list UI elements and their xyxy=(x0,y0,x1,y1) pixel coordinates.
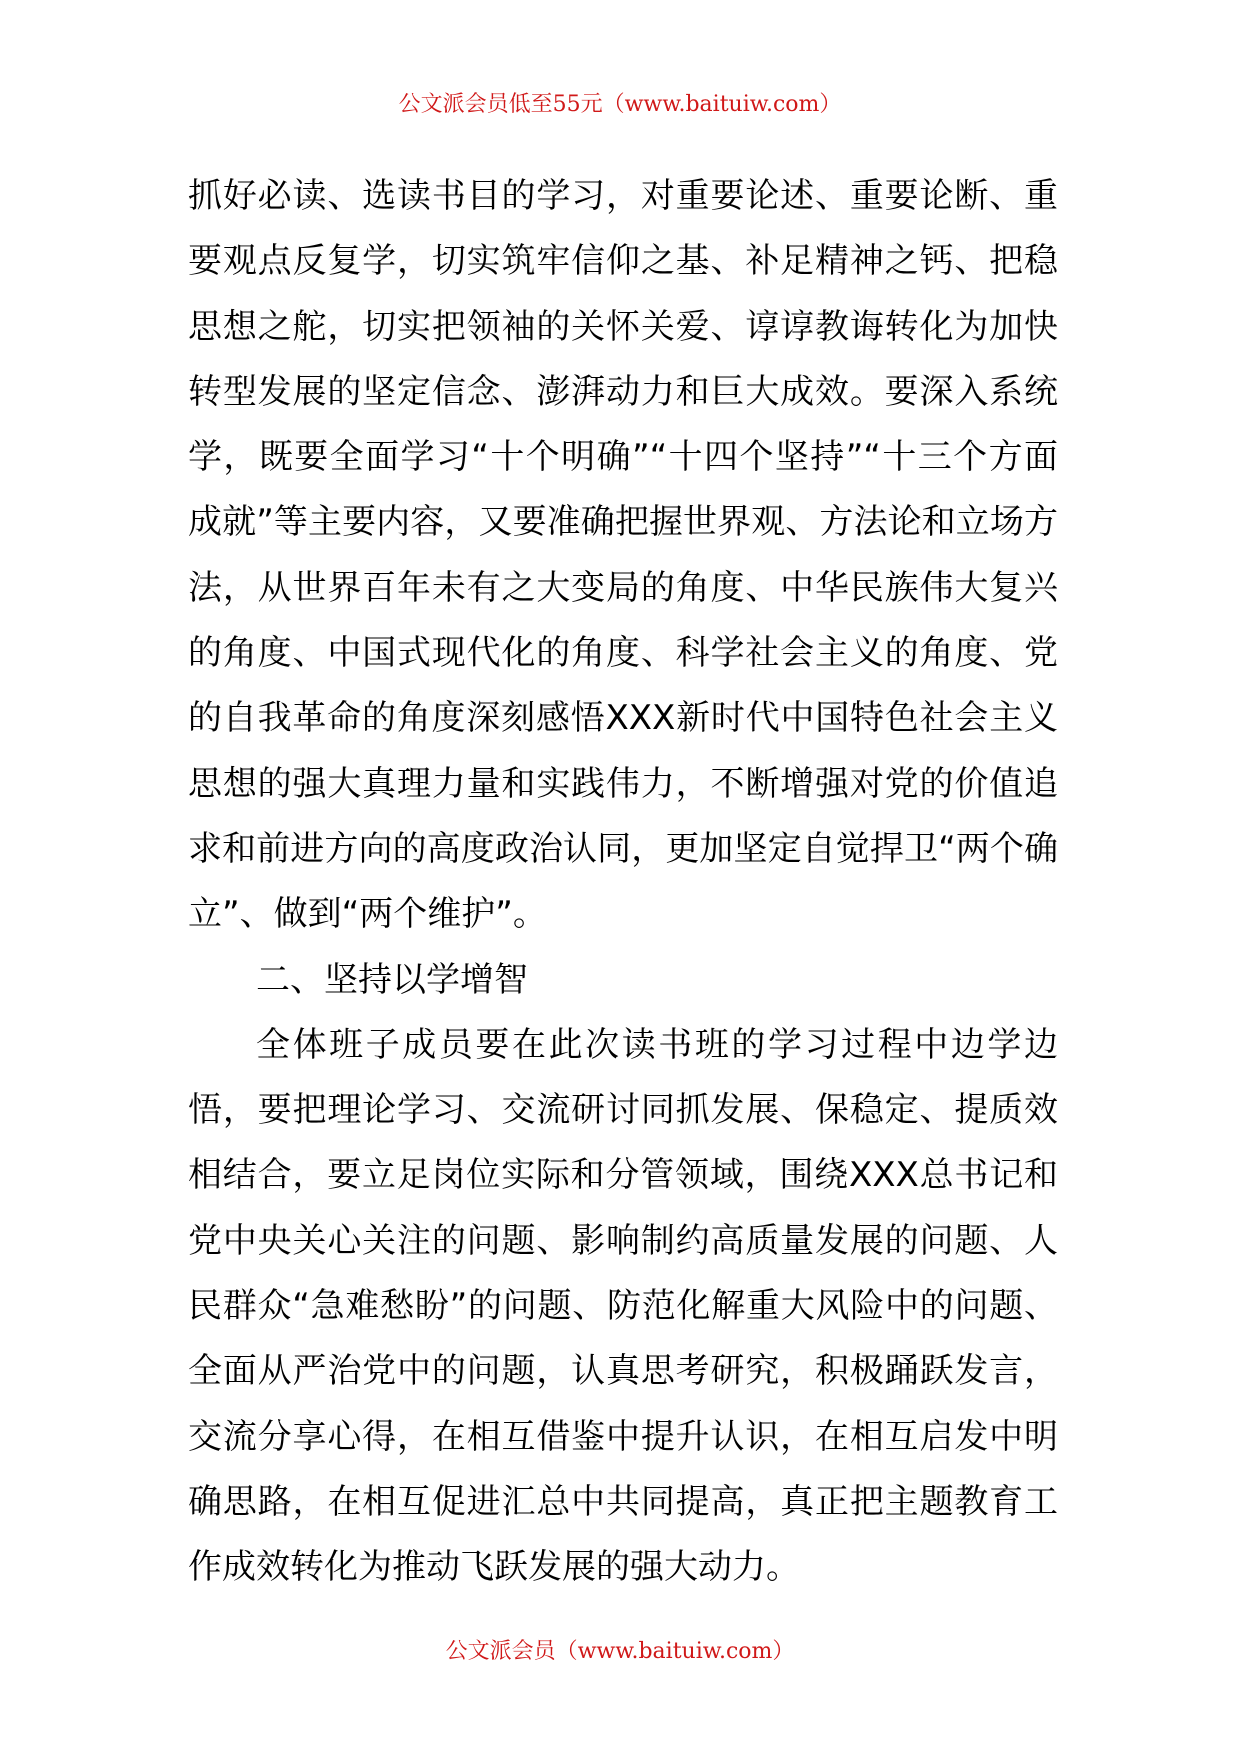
document-body xyxy=(188,164,1058,1601)
paragraph-study-reading: 抓好必读、选读书目的学习，对重要论述、重要论断、重要观点反复学，切实筑牢信仰之基、补足精神之钙、把稳思想之舵，切实把领袖的关怀关爱、谆谆教诲转化为加快转型发展的坚定信念、澎湃动力和巨大成效。要深入系统学，既要全面学习“十个明确”“十四个坚持”“十三个方面成就”等主要内容，又要准确把握世界观、方法论和立场方法，从世界百年未有之大变局的角度、中华民族伟大复兴的角度、中国式现代化的角度、科学社会主义的角度、党的自我革命的角度深刻感悟XXX新时代中国特色社会主义思想的强大真理力量和实践伟力，不断增强对党的价值追求和前进方向的高度政治认同，更加坚定自觉捍卫“两个确立”、做到“两个维护”。 xyxy=(188,176,1058,935)
section-heading-2: 二、坚持以学增智 xyxy=(256,959,528,1000)
paragraph-learning-wisdom: 全体班子成员要在此次读书班的学习过程中边学边悟，要把理论学习、交流研讨同抓发展、保稳定、提质效相结合，要立足岗位实际和分管领域，围绕XXX总书记和党中央关心关注的问题、影响制约高质量发展的问题、人民群众“急难愁盼”的问题、防范化解重大风险中的问题、全面从严治党中的问题，认真思考研究，积极踊跃发言，交流分享心得，在相互借鉴中提升认识，在相互启发中明确思路，在相互促进汇总中共同提高，真正把主题教育工作成效转化为推动飞跃发展的强大动力。 xyxy=(188,1024,1058,1588)
header-watermark: 公文派会员低至55元（www.baituiw.com） xyxy=(398,92,842,117)
footer-watermark: 公文派会员（www.baituiw.com） xyxy=(445,1639,795,1664)
